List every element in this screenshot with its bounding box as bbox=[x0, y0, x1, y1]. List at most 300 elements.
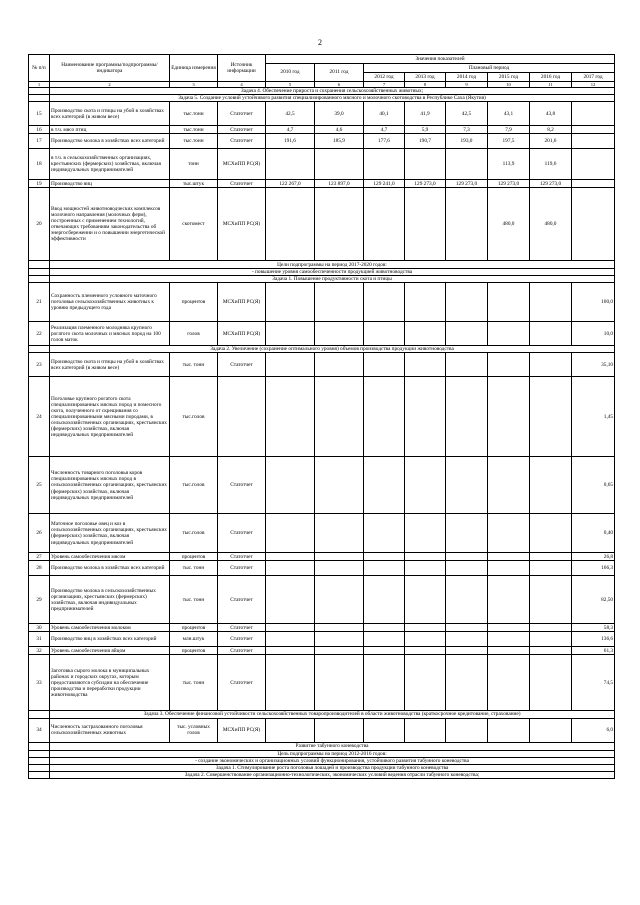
value-cell bbox=[488, 655, 530, 711]
unit-cell: процентов bbox=[170, 283, 218, 322]
source-cell: Статотчет bbox=[218, 457, 266, 514]
value-cell bbox=[530, 514, 572, 553]
value-cell bbox=[405, 457, 446, 514]
value-cell: 41,9 bbox=[405, 102, 446, 126]
value-cell bbox=[572, 149, 615, 180]
value-cell bbox=[364, 632, 405, 647]
value-cell: 43,1 bbox=[488, 102, 530, 126]
value-cell: 193,0 bbox=[446, 134, 488, 149]
table-row bbox=[29, 188, 615, 261]
indicator-name: Производство молока в хозяйствах всех категорий bbox=[50, 561, 170, 576]
section-heading: Цели подпрограммы на период 2017-2020 годов: bbox=[50, 261, 615, 269]
value-cell bbox=[572, 134, 615, 149]
indicator-name: Маточное поголовье овец и коз в сельскохозяйственных организациях, крестьянских (фермерских) хозяйствах, включая индивидуальных предпринимателей bbox=[50, 514, 170, 553]
indicator-name: Численность застрахованного поголовья сельскохозяйственных животных bbox=[50, 718, 170, 742]
value-cell bbox=[488, 514, 530, 553]
table-row bbox=[29, 718, 615, 742]
value-cell bbox=[315, 149, 364, 180]
value-cell: 74,5 bbox=[572, 655, 615, 711]
value-cell: 129 273,0 bbox=[405, 180, 446, 188]
value-cell bbox=[530, 647, 572, 655]
value-cell: 40,1 bbox=[364, 102, 405, 126]
header-name: Наименование программы/подпрограммы/индикатора bbox=[50, 55, 170, 82]
source-cell: Статотчет bbox=[218, 655, 266, 711]
page-number: 2 bbox=[318, 38, 322, 47]
value-cell bbox=[446, 561, 488, 576]
table-row bbox=[29, 283, 615, 322]
value-cell bbox=[446, 655, 488, 711]
value-cell: 26,8 bbox=[572, 553, 615, 561]
table-row bbox=[29, 180, 615, 188]
value-cell: 122 267,0 bbox=[266, 180, 315, 188]
section-heading: Развитие табунного коневодства bbox=[50, 742, 615, 750]
value-cell bbox=[530, 624, 572, 632]
value-cell bbox=[405, 632, 446, 647]
table-row bbox=[29, 322, 615, 346]
value-cell bbox=[364, 457, 405, 514]
column-number: 4 bbox=[218, 82, 266, 88]
header-num: № п/п bbox=[29, 55, 50, 82]
value-cell: 129 241,0 bbox=[364, 180, 405, 188]
row-number: 27 bbox=[29, 553, 50, 561]
value-cell bbox=[315, 457, 364, 514]
section-heading: Задача 3. Обеспечение финансовой устойчивости сельскохозяйственных товаропроизводителей в области животноводства (краткосрочное кредитование, страхование) bbox=[50, 711, 615, 718]
value-cell bbox=[405, 188, 446, 261]
value-cell: 100,0 bbox=[572, 283, 615, 322]
row-number: 17 bbox=[29, 134, 50, 149]
source-cell bbox=[218, 377, 266, 457]
value-cell bbox=[364, 377, 405, 457]
source-cell: МСХиПП РС(Я) bbox=[218, 322, 266, 346]
source-cell: МСХиПП РС(Я) bbox=[218, 283, 266, 322]
value-cell bbox=[405, 647, 446, 655]
value-cell bbox=[488, 553, 530, 561]
value-cell bbox=[488, 377, 530, 457]
value-cell bbox=[572, 188, 615, 261]
value-cell: 136,6 bbox=[572, 632, 615, 647]
value-cell bbox=[315, 553, 364, 561]
row-number: 22 bbox=[29, 322, 50, 346]
source-cell: Статотчет bbox=[218, 353, 266, 377]
header-unit: Единица измерения bbox=[170, 55, 218, 82]
unit-cell: процентов bbox=[170, 647, 218, 655]
value-cell: 4,7 bbox=[364, 126, 405, 134]
value-cell bbox=[446, 718, 488, 742]
column-number: 12 bbox=[572, 82, 615, 88]
value-cell bbox=[405, 718, 446, 742]
value-cell bbox=[572, 180, 615, 188]
unit-cell: тыс. тонн bbox=[170, 353, 218, 377]
value-cell: 113,9 bbox=[488, 149, 530, 180]
table-row bbox=[29, 624, 615, 632]
value-cell bbox=[364, 655, 405, 711]
value-cell: 129 273,0 bbox=[488, 180, 530, 188]
value-cell: 197,5 bbox=[488, 134, 530, 149]
value-cell bbox=[266, 149, 315, 180]
indicator-name: Сохранность племенного условного маточного поголовья сельскохозяйственных животных к уровню предыдущего года bbox=[50, 283, 170, 322]
source-cell: Статотчет bbox=[218, 126, 266, 134]
value-cell bbox=[488, 322, 530, 346]
value-cell bbox=[446, 353, 488, 377]
source-cell: Статотчет bbox=[218, 134, 266, 149]
value-cell: 61,3 bbox=[572, 647, 615, 655]
value-cell: 10,0 bbox=[572, 322, 615, 346]
row-number: 32 bbox=[29, 647, 50, 655]
value-cell: 480,0 bbox=[488, 188, 530, 261]
row-number: 20 bbox=[29, 188, 50, 261]
value-cell bbox=[364, 322, 405, 346]
value-cell bbox=[364, 283, 405, 322]
value-cell bbox=[405, 655, 446, 711]
value-cell bbox=[315, 624, 364, 632]
value-cell bbox=[405, 624, 446, 632]
value-cell bbox=[530, 576, 572, 624]
value-cell: 5,9 bbox=[405, 126, 446, 134]
value-cell bbox=[315, 632, 364, 647]
value-cell bbox=[266, 718, 315, 742]
indicator-name: Производство скота и птицы на убой в хозяйствах всех категорий (в живом весе) bbox=[50, 353, 170, 377]
unit-cell: тыс.голов bbox=[170, 377, 218, 457]
column-number: 10 bbox=[488, 82, 530, 88]
value-cell bbox=[530, 322, 572, 346]
unit-cell: тонн bbox=[170, 149, 218, 180]
header-year: 2014 год bbox=[446, 73, 488, 82]
source-cell: Статотчет bbox=[218, 632, 266, 647]
value-cell bbox=[315, 353, 364, 377]
column-number: 1 bbox=[29, 82, 50, 88]
row-number: 33 bbox=[29, 655, 50, 711]
row-number: 31 bbox=[29, 632, 50, 647]
value-cell bbox=[266, 283, 315, 322]
value-cell bbox=[405, 149, 446, 180]
value-cell bbox=[446, 457, 488, 514]
value-cell bbox=[315, 514, 364, 553]
column-number: 9 bbox=[446, 82, 488, 88]
value-cell bbox=[266, 457, 315, 514]
unit-cell: тыс.тонн bbox=[170, 126, 218, 134]
value-cell bbox=[266, 322, 315, 346]
indicator-name: Уровень самообеспечения яйцом bbox=[50, 647, 170, 655]
indicator-name: Производство яиц bbox=[50, 180, 170, 188]
value-cell bbox=[364, 553, 405, 561]
row-number: 23 bbox=[29, 353, 50, 377]
value-cell bbox=[364, 624, 405, 632]
value-cell bbox=[530, 632, 572, 647]
table-row bbox=[29, 576, 615, 624]
column-number: 6 bbox=[315, 82, 364, 88]
row-number: 24 bbox=[29, 377, 50, 457]
header-2010: 2010 год bbox=[266, 64, 315, 82]
header-year: 2012 год bbox=[364, 73, 405, 82]
table-row bbox=[29, 377, 615, 457]
source-cell: МСХиПП РС(Я) bbox=[218, 188, 266, 261]
value-cell bbox=[488, 632, 530, 647]
value-cell bbox=[572, 126, 615, 134]
value-cell: 201,6 bbox=[530, 134, 572, 149]
value-cell bbox=[266, 632, 315, 647]
unit-cell: тыс. тонн bbox=[170, 561, 218, 576]
source-cell: Статотчет bbox=[218, 553, 266, 561]
source-cell: МСХиПП РС(Я) bbox=[218, 718, 266, 742]
value-cell bbox=[446, 322, 488, 346]
unit-cell: тыс.тонн bbox=[170, 102, 218, 126]
indicator-name: Уровень самообеспечения мясом bbox=[50, 553, 170, 561]
unit-cell: тыс.голов bbox=[170, 514, 218, 553]
indicator-name: в т.ч. мясо птиц bbox=[50, 126, 170, 134]
value-cell bbox=[488, 283, 530, 322]
row-number: 19 bbox=[29, 180, 50, 188]
source-cell: Статотчет bbox=[218, 180, 266, 188]
value-cell bbox=[266, 353, 315, 377]
indicator-name: Уровень самообеспечения молоком bbox=[50, 624, 170, 632]
value-cell: 190,7 bbox=[405, 134, 446, 149]
row-number: 28 bbox=[29, 561, 50, 576]
value-cell bbox=[266, 377, 315, 457]
value-cell: 4,7 bbox=[266, 126, 315, 134]
value-cell bbox=[530, 718, 572, 742]
row-number: 15 bbox=[29, 102, 50, 126]
value-cell: 82,50 bbox=[572, 576, 615, 624]
value-cell bbox=[405, 561, 446, 576]
value-cell bbox=[488, 718, 530, 742]
value-cell bbox=[405, 377, 446, 457]
indicators-table bbox=[28, 54, 615, 779]
value-cell bbox=[530, 457, 572, 514]
value-cell bbox=[446, 624, 488, 632]
value-cell bbox=[446, 576, 488, 624]
source-cell: Статотчет bbox=[218, 102, 266, 126]
value-cell bbox=[266, 655, 315, 711]
value-cell bbox=[572, 102, 615, 126]
value-cell: 123 897,0 bbox=[315, 180, 364, 188]
value-cell bbox=[405, 553, 446, 561]
value-cell: 7,3 bbox=[446, 126, 488, 134]
value-cell: 166,3 bbox=[572, 561, 615, 576]
value-cell: 8,2 bbox=[530, 126, 572, 134]
unit-cell: млн.штук bbox=[170, 632, 218, 647]
value-cell bbox=[446, 188, 488, 261]
header-year: 2013 год bbox=[405, 73, 446, 82]
header-year: 2016 год bbox=[530, 73, 572, 82]
source-cell: Статотчет bbox=[218, 647, 266, 655]
value-cell bbox=[315, 718, 364, 742]
value-cell: 129 273,0 bbox=[446, 180, 488, 188]
value-cell bbox=[266, 576, 315, 624]
value-cell: 4,6 bbox=[315, 126, 364, 134]
column-number: 5 bbox=[266, 82, 315, 88]
section-heading: Задача 1. Стимулирование роста поголовья лошадей и производства продукции табунного коневодства bbox=[50, 764, 615, 771]
value-cell bbox=[488, 561, 530, 576]
table-row bbox=[29, 561, 615, 576]
value-cell bbox=[488, 576, 530, 624]
value-cell: 35,10 bbox=[572, 353, 615, 377]
source-cell: МСХиПП РС(Я) bbox=[218, 149, 266, 180]
table-row bbox=[29, 655, 615, 711]
value-cell bbox=[446, 514, 488, 553]
indicator-name: в т.ч. в сельскохозяйственных организациях, крестьянских (фермерских) хозяйствах, включая индивидуальных предпринимателей bbox=[50, 149, 170, 180]
indicator-name: Производство яиц в хозяйствах всех категорий bbox=[50, 632, 170, 647]
table-row bbox=[29, 102, 615, 126]
value-cell: 42,5 bbox=[266, 102, 315, 126]
header-source: Источник информации bbox=[218, 55, 266, 82]
value-cell bbox=[315, 655, 364, 711]
column-number: 7 bbox=[364, 82, 405, 88]
indicator-name: Производство молока в сельскохозяйственных организациях, крестьянских (фермерских) хозяйствах, включая индивидуальных предпринимателей bbox=[50, 576, 170, 624]
indicator-name: Производство скота и птицы на убой в хозяйствах всех категорий (в живом весе) bbox=[50, 102, 170, 126]
value-cell: 177,6 bbox=[364, 134, 405, 149]
value-cell bbox=[446, 377, 488, 457]
value-cell: 1,45 bbox=[572, 377, 615, 457]
value-cell bbox=[488, 353, 530, 377]
value-cell bbox=[364, 149, 405, 180]
row-number: 18 bbox=[29, 149, 50, 180]
value-cell bbox=[446, 283, 488, 322]
row-number: 25 bbox=[29, 457, 50, 514]
unit-cell: тыс. тонн bbox=[170, 655, 218, 711]
value-cell: 191,6 bbox=[266, 134, 315, 149]
indicator-name: Ввод мощностей животноводческих комплексов молочного направления (молочных ферм), построенных с применением технологий, отвечающих требованиям законодательства об энергосбережении и о повышении энергетической эффективности bbox=[50, 188, 170, 261]
header-year: 2015 год bbox=[488, 73, 530, 82]
value-cell bbox=[488, 647, 530, 655]
table-row bbox=[29, 457, 615, 514]
value-cell bbox=[446, 647, 488, 655]
section-heading: Цель подпрограммы на период 2012-2016 годов: bbox=[50, 750, 615, 757]
value-cell bbox=[364, 561, 405, 576]
table-row bbox=[29, 126, 615, 134]
value-cell: 43,8 bbox=[530, 102, 572, 126]
value-cell bbox=[315, 561, 364, 576]
header-year: 2017 год bbox=[572, 73, 615, 82]
value-cell bbox=[266, 188, 315, 261]
value-cell bbox=[364, 576, 405, 624]
indicator-name: Численность товарного поголовья коров специализированных мясных пород в сельскохозяйственных организациях, крестьянских (фермерских) хозяйствах, включая индивидуальных предпринимателей bbox=[50, 457, 170, 514]
column-number: 2 bbox=[50, 82, 170, 88]
value-cell: 6,0 bbox=[572, 718, 615, 742]
value-cell bbox=[315, 322, 364, 346]
value-cell bbox=[405, 283, 446, 322]
value-cell bbox=[446, 149, 488, 180]
unit-cell: тыс.тонн bbox=[170, 134, 218, 149]
table-row bbox=[29, 647, 615, 655]
table-row bbox=[29, 514, 615, 553]
section-heading: Задача 5. Создание условий устойчивого развития специализированного мясного и молочного скотоводства в Республике Саха (Якутия) bbox=[50, 95, 615, 102]
unit-cell: тыс. условных голов bbox=[170, 718, 218, 742]
value-cell bbox=[266, 553, 315, 561]
value-cell bbox=[405, 514, 446, 553]
table-row bbox=[29, 353, 615, 377]
unit-cell: скотомест bbox=[170, 188, 218, 261]
value-cell bbox=[266, 561, 315, 576]
value-cell: 58,3 bbox=[572, 624, 615, 632]
value-cell: 39,0 bbox=[315, 102, 364, 126]
indicator-name: Поголовье крупного рогатого скота специализированных мясных пород и помесного скота, полученного от скрещивания со специализированными мясными породами, в сельскохозяйственных организациях, крестьянских (фермерских) хозяйствах, включая индивидуальных предпринимателей bbox=[50, 377, 170, 457]
row-number: 29 bbox=[29, 576, 50, 624]
unit-cell: тыс.голов bbox=[170, 457, 218, 514]
value-cell bbox=[405, 353, 446, 377]
section-heading: - повышение уровня самообеспеченности продукцией животноводства bbox=[50, 269, 615, 276]
value-cell bbox=[530, 553, 572, 561]
value-cell bbox=[446, 632, 488, 647]
indicator-name: Реализация племенного молодняка крупного рогатого скота молочных и мясных пород на 100 голов маток bbox=[50, 322, 170, 346]
section-heading: Задача 2. Увеличение (сохранение оптимального уровня) объемов производства продукции животноводства bbox=[50, 346, 615, 353]
row-number: 16 bbox=[29, 126, 50, 134]
value-cell bbox=[315, 377, 364, 457]
value-cell bbox=[488, 624, 530, 632]
row-number: 26 bbox=[29, 514, 50, 553]
value-cell bbox=[315, 283, 364, 322]
value-cell bbox=[315, 188, 364, 261]
column-number: 3 bbox=[170, 82, 218, 88]
section-heading: Задача 2. Совершенствование организационно-технологических, экономических условий ведения отрасли табунного коневодства; bbox=[50, 771, 615, 778]
unit-cell: процентов bbox=[170, 624, 218, 632]
value-cell bbox=[364, 188, 405, 261]
value-cell bbox=[488, 457, 530, 514]
column-number: 11 bbox=[530, 82, 572, 88]
section-heading: Задача 4. Обеспечение прироста и сохранения сельскохозяйственных животных; bbox=[50, 88, 615, 95]
value-cell bbox=[266, 514, 315, 553]
unit-cell: голов bbox=[170, 322, 218, 346]
unit-cell: тыс.штук bbox=[170, 180, 218, 188]
header-values-title: Значения показателей bbox=[266, 55, 615, 64]
source-cell: Статотчет bbox=[218, 576, 266, 624]
value-cell bbox=[530, 283, 572, 322]
value-cell bbox=[266, 624, 315, 632]
value-cell bbox=[364, 353, 405, 377]
value-cell: 0,40 bbox=[572, 514, 615, 553]
value-cell bbox=[446, 553, 488, 561]
value-cell bbox=[364, 718, 405, 742]
value-cell: 42,5 bbox=[446, 102, 488, 126]
value-cell bbox=[530, 377, 572, 457]
value-cell bbox=[315, 647, 364, 655]
header-planned: Плановый период bbox=[364, 64, 615, 73]
source-cell: Статотчет bbox=[218, 561, 266, 576]
value-cell: 185,9 bbox=[315, 134, 364, 149]
indicator-name: Производство молока в хозяйствах всех категорий bbox=[50, 134, 170, 149]
value-cell bbox=[266, 647, 315, 655]
section-heading: Задача 1. Повышение продуктивности скота и птицы bbox=[50, 276, 615, 283]
value-cell: 7,9 bbox=[488, 126, 530, 134]
column-number: 8 bbox=[405, 82, 446, 88]
unit-cell: процентов bbox=[170, 553, 218, 561]
row-number: 21 bbox=[29, 283, 50, 322]
table-row bbox=[29, 632, 615, 647]
value-cell bbox=[530, 353, 572, 377]
row-number: 34 bbox=[29, 718, 50, 742]
indicator-name: Заготовка сырого молока в муниципальных районах и городских округах, которым предоставляются субсидии на обеспечение производства и переработки продукции животноводства bbox=[50, 655, 170, 711]
value-cell bbox=[405, 576, 446, 624]
source-cell: Статотчет bbox=[218, 624, 266, 632]
value-cell bbox=[364, 647, 405, 655]
header-2011: 2011 год bbox=[315, 64, 364, 82]
table-row bbox=[29, 149, 615, 180]
value-cell: 129 273,0 bbox=[530, 180, 572, 188]
value-cell: 480,0 bbox=[530, 188, 572, 261]
source-cell: Статотчет bbox=[218, 514, 266, 553]
section-heading: - создание экономических и организационных условий функционирования, устойчивого развития табунного коневодства bbox=[50, 757, 615, 764]
unit-cell: тыс. тонн bbox=[170, 576, 218, 624]
value-cell bbox=[405, 322, 446, 346]
value-cell: 0,65 bbox=[572, 457, 615, 514]
value-cell: 119,6 bbox=[530, 149, 572, 180]
value-cell bbox=[530, 561, 572, 576]
value-cell bbox=[315, 576, 364, 624]
row-number: 30 bbox=[29, 624, 50, 632]
table-row bbox=[29, 134, 615, 149]
table-row bbox=[29, 553, 615, 561]
value-cell bbox=[530, 655, 572, 711]
value-cell bbox=[364, 514, 405, 553]
